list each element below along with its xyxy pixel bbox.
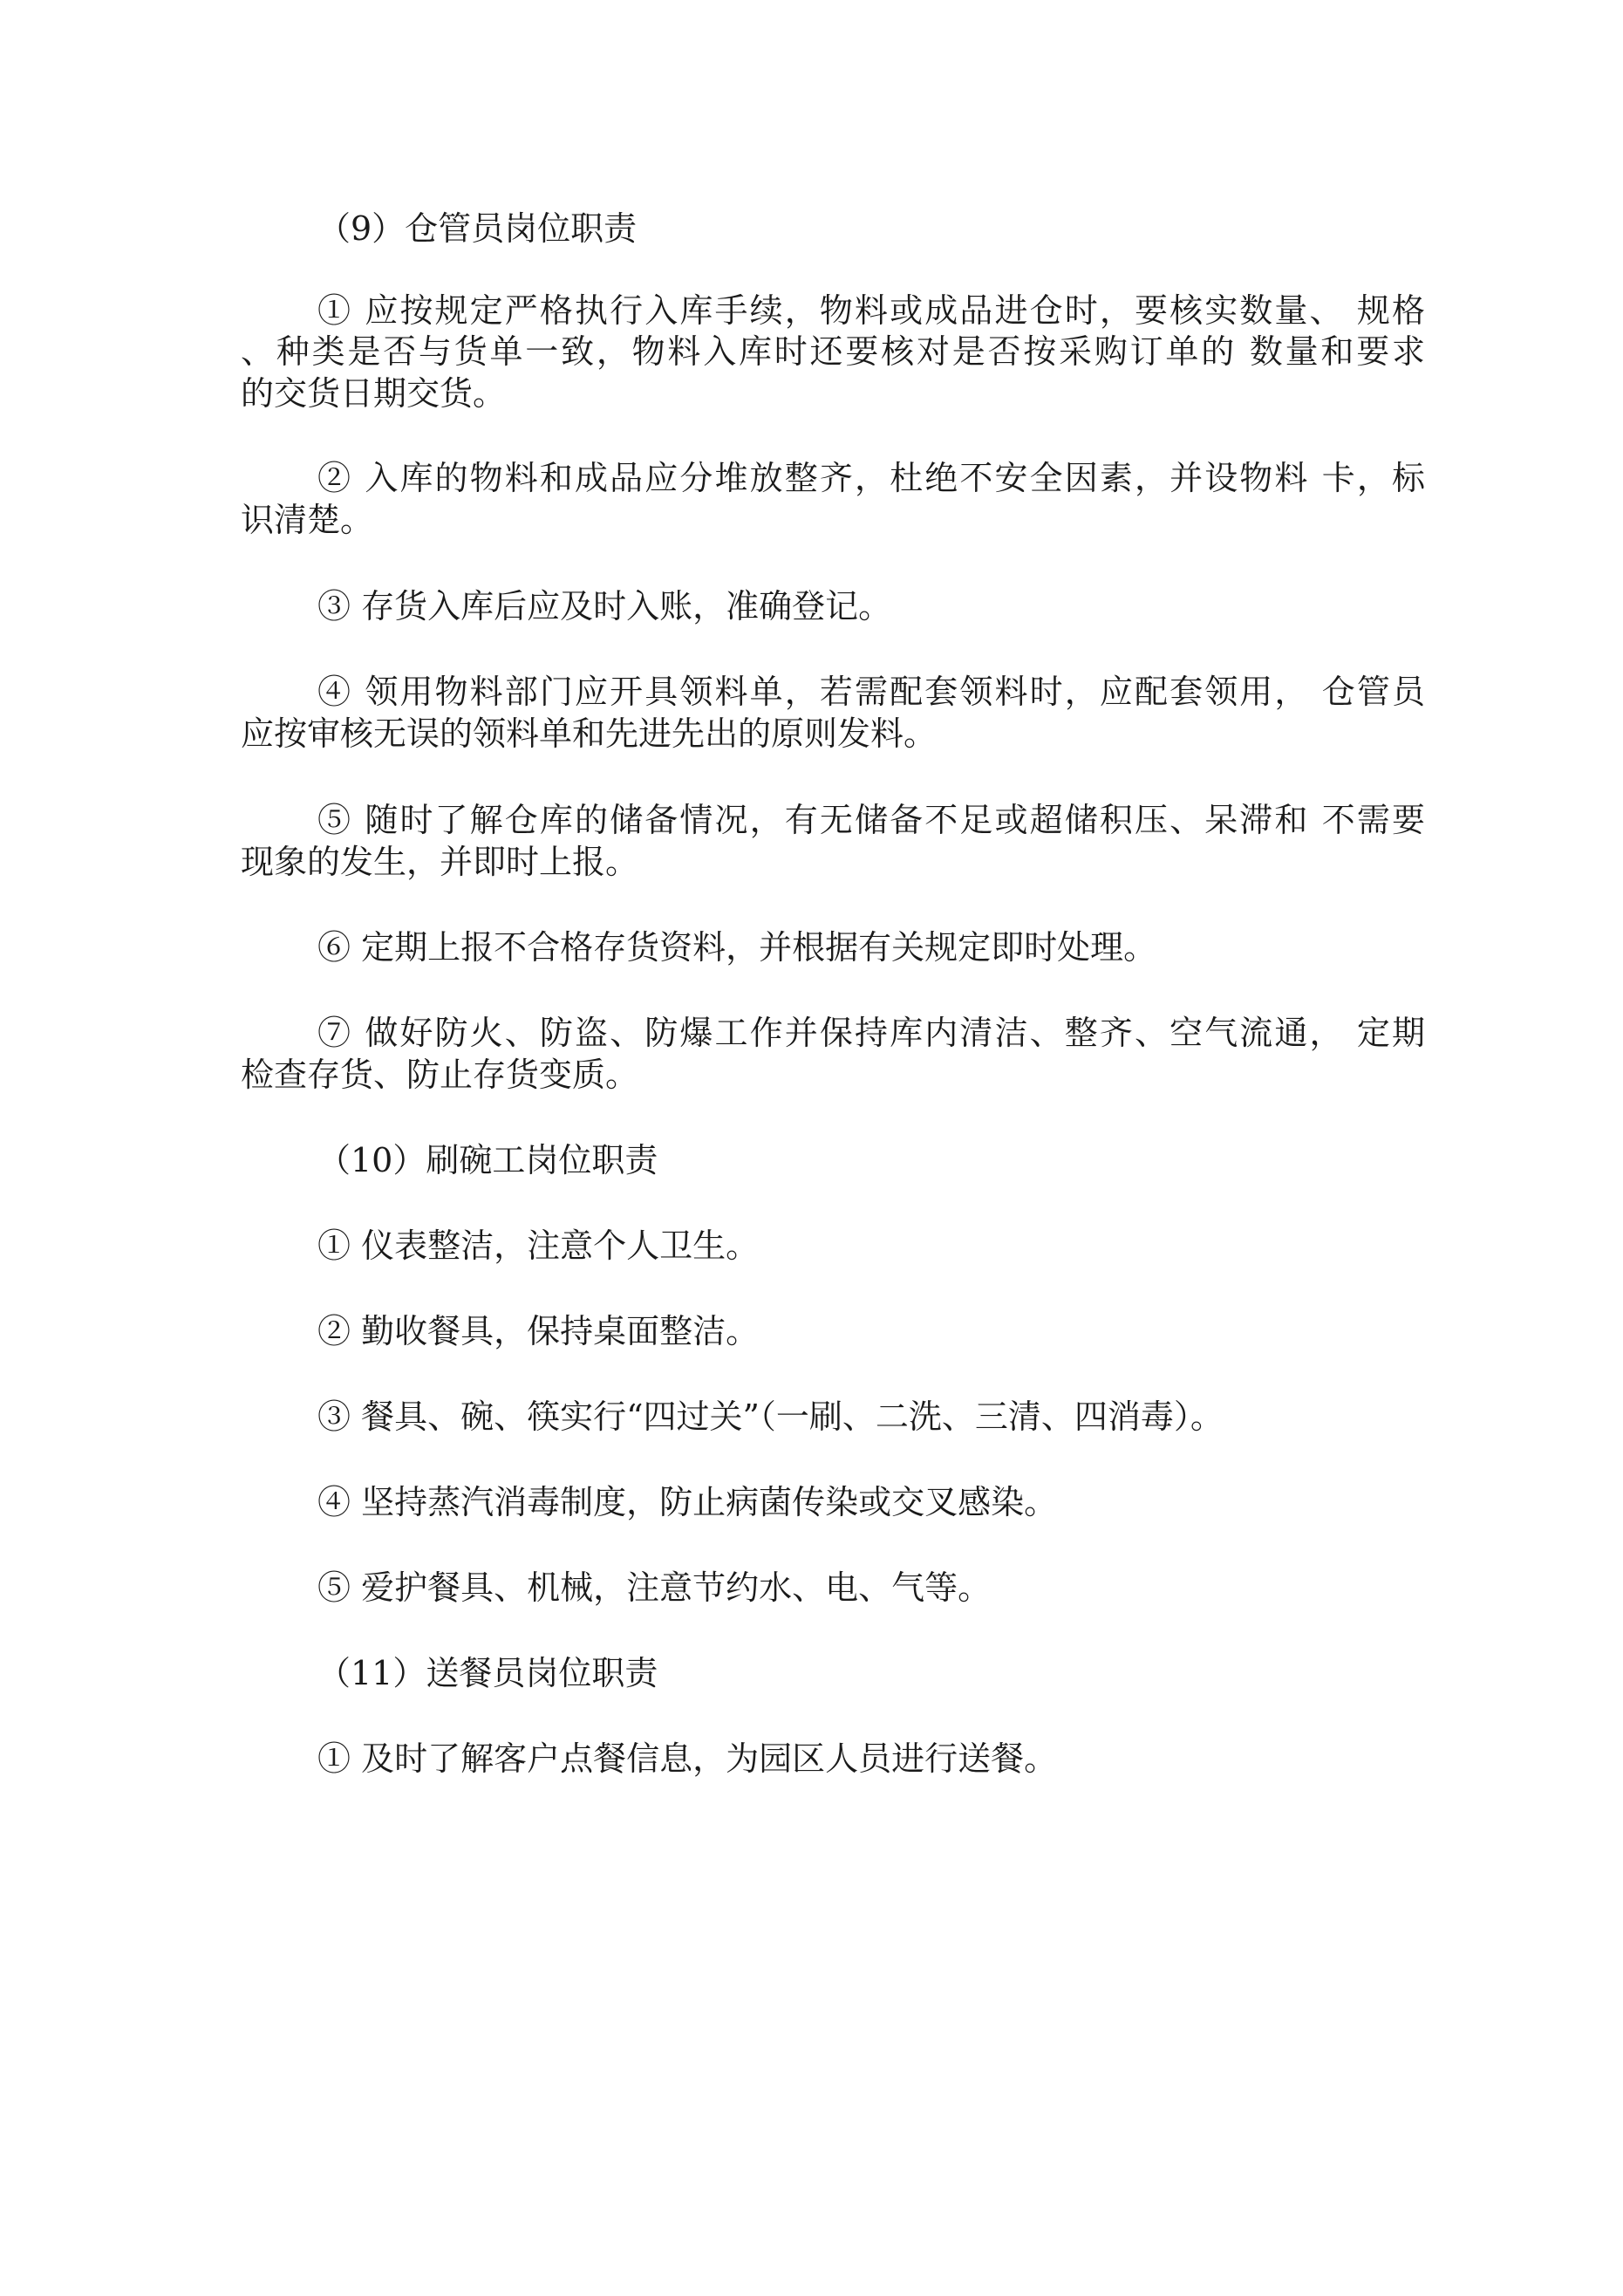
section-heading-9: （9）仓管员岗位职责	[317, 209, 638, 248]
paragraph-line: ④ 坚持蒸汽消毒制度，防止病菌传染或交叉感染。	[317, 1483, 1058, 1521]
paragraph-line: 、种类是否与货单一致，物料入库时还要核对是否按采购订单的 数量和要求	[241, 332, 1425, 371]
paragraph-line: ⑤ 随时了解仓库的储备情况，有无储备不足或超储积压、呆滞和 不需要	[317, 801, 1425, 839]
paragraph-line: ⑦ 做好防火、防盗、防爆工作并保持库内清洁、整齐、空气流通， 定期	[317, 1014, 1425, 1052]
paragraph-line: 的交货日期交货。	[241, 374, 507, 413]
paragraph-line: ② 入库的物料和成品应分堆放整齐，杜绝不安全因素，并设物料 卡，标	[317, 459, 1425, 497]
paragraph-line: ② 勤收餐具，保持桌面整洁。	[317, 1312, 760, 1350]
paragraph-line: ⑥ 定期上报不合格存货资料，并根据有关规定即时处理。	[317, 928, 1157, 967]
paragraph-line: ④ 领用物料部门应开具领料单，若需配套领料时，应配套领用， 仓管员	[317, 673, 1425, 711]
section-heading-10: （10）刷碗工岗位职责	[317, 1141, 658, 1179]
section-heading-11: （11）送餐员岗位职责	[317, 1654, 658, 1692]
paragraph-line: 现象的发生，并即时上报。	[241, 843, 639, 881]
paragraph-line: ③ 餐具、碗、筷实行“四过关”（一刷、二洗、三清、四消毒）。	[317, 1397, 1224, 1436]
paragraph-line: ⑤ 爱护餐具、机械，注意节约水、电、气等。	[317, 1568, 992, 1607]
paragraph-line: ③ 存货入库后应及时入账，准确登记。	[317, 587, 892, 625]
paragraph-line: 应按审核无误的领料单和先进先出的原则发料。	[241, 714, 938, 753]
paragraph-line: ① 仪表整洁，注意个人卫生。	[317, 1227, 760, 1265]
paragraph-line: 识清楚。	[241, 501, 374, 539]
paragraph-line: ① 及时了解客户点餐信息，为园区人员进行送餐。	[317, 1739, 1058, 1778]
paragraph-line: 检查存货、防止存货变质。	[241, 1056, 639, 1094]
document-body	[241, 208, 1425, 1778]
paragraph-line: ① 应按规定严格执行入库手续，物料或成品进仓时，要核实数量、 规格	[317, 291, 1425, 330]
